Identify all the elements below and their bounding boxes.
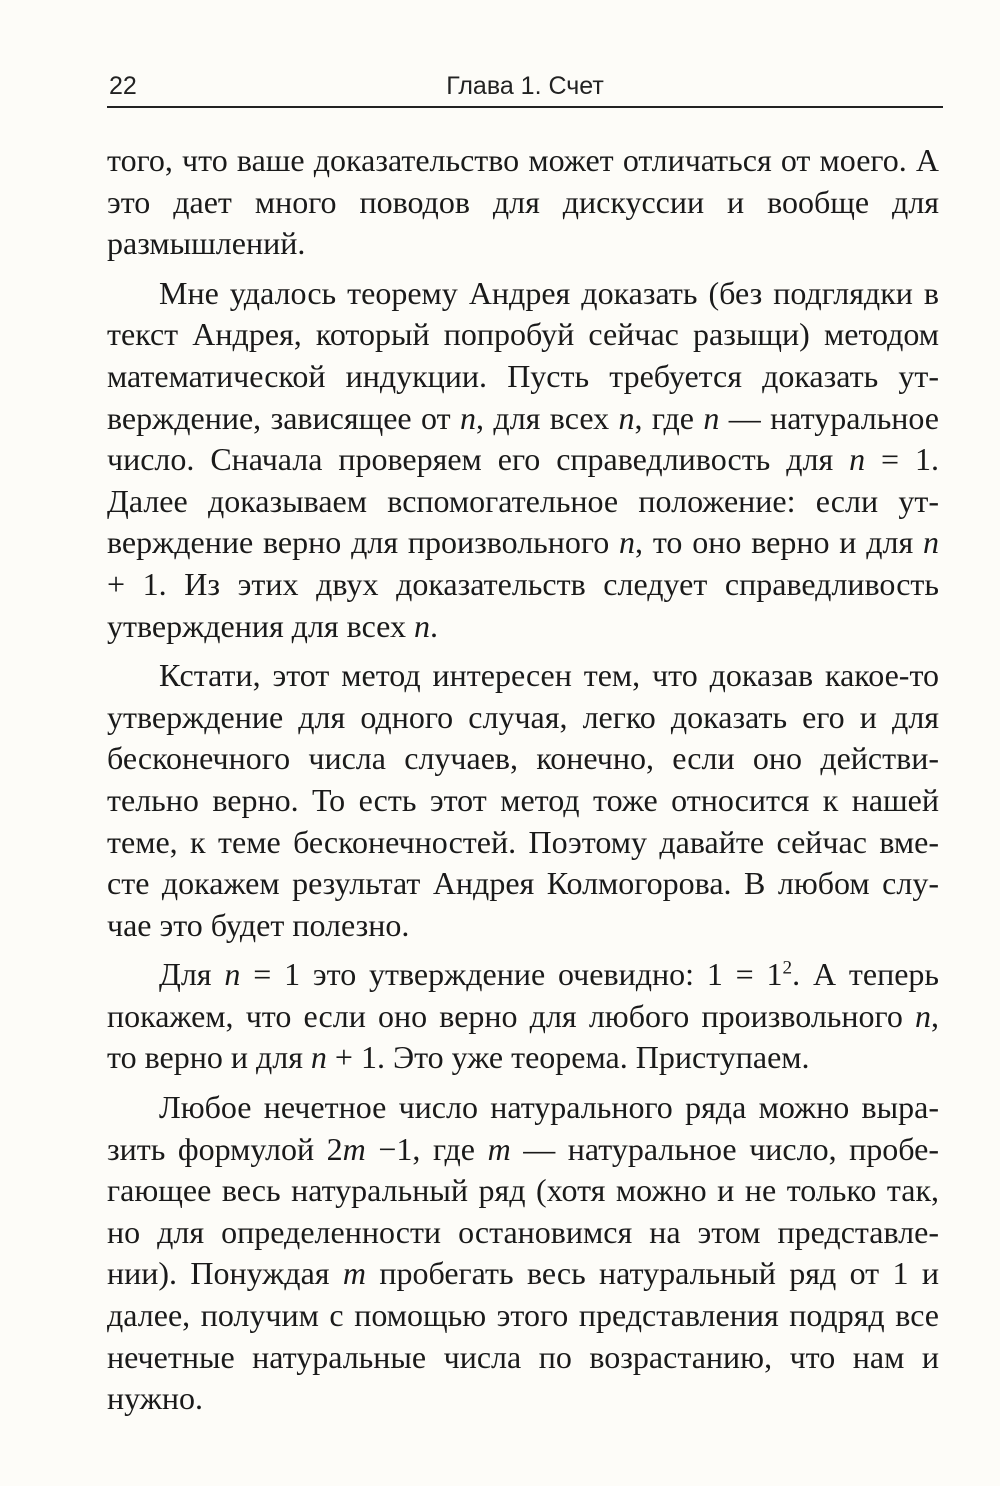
text-body — [107, 140, 939, 1428]
paragraph-3: Кстати, этот метод интересен тем, что доказав какое-то утверждение для одного случая, легко доказать его и для бесконечного числа случаев, конечно, если оно действительно верно. То есть этот метод тоже относится к нашей теме, к теме бесконечностей. Поэтому давайте сейчас вместе докажем результат Андрея Колмогорова. В любом случае это будет полезно. — [107, 657, 939, 943]
variable-n: n — [923, 524, 939, 561]
superscript: 2 — [782, 957, 793, 979]
paragraph-2: Мне удалось теорему Андрея доказать (без подглядки в текст Андрея, который попробуй сейчас разыщи) методом математической индукции. Пусть требуется доказать утверждение, зависящее от n, для всех n, где n — натуральное число. Сначала проверяем его справедливость для n = 1. Далее доказываем вспомогательное положение: если утверждение верно для произвольного n, то оно верно и для n + 1. Из этих двух доказательств следует справедливость утверждения для всех n. — [107, 274, 940, 644]
variable-n: n — [915, 997, 931, 1034]
variable-m: m — [342, 1130, 366, 1167]
page-number: 22 — [109, 72, 137, 100]
paragraph-1: того, что ваше доказательство может отличаться от моего. А это дает много поводов для дискуссии и вообще для размышлений. — [107, 142, 939, 262]
variable-n: n — [460, 399, 477, 436]
paragraph-4: Для n = 1 это утверждение очевидно: $1 = 1^2$. А теперь покажем, что если оно верно для любого произвольного n, то верно и для n + 1. Это уже теорема. Приступаем. — [107, 956, 940, 1076]
paragraph-5: Любое нечетное число натурального ряда можно выразить формулой 2m −1, где m — натуральное число, пробегающее весь натуральный ряд (хотя можно и не только так, но для определенности остановимся на этом представлении). Понуждая m пробегать весь натуральный ряд от 1 и далее, получим с помощью этого представления подряд все нечетные натуральные числа по возрастанию, что нам и нужно. — [107, 1089, 940, 1417]
variable-n: n — [619, 524, 636, 561]
variable-n: n — [849, 441, 866, 478]
variable-m: m — [342, 1255, 366, 1292]
variable-n: n — [224, 956, 241, 993]
page-header — [107, 66, 943, 108]
variable-n: n — [703, 399, 720, 436]
variable-n: n — [618, 399, 635, 436]
variable-n: n — [413, 607, 430, 644]
variable-n: n — [310, 1039, 327, 1076]
running-head: Глава 1. Счет — [446, 72, 604, 100]
variable-m: m — [487, 1130, 511, 1167]
